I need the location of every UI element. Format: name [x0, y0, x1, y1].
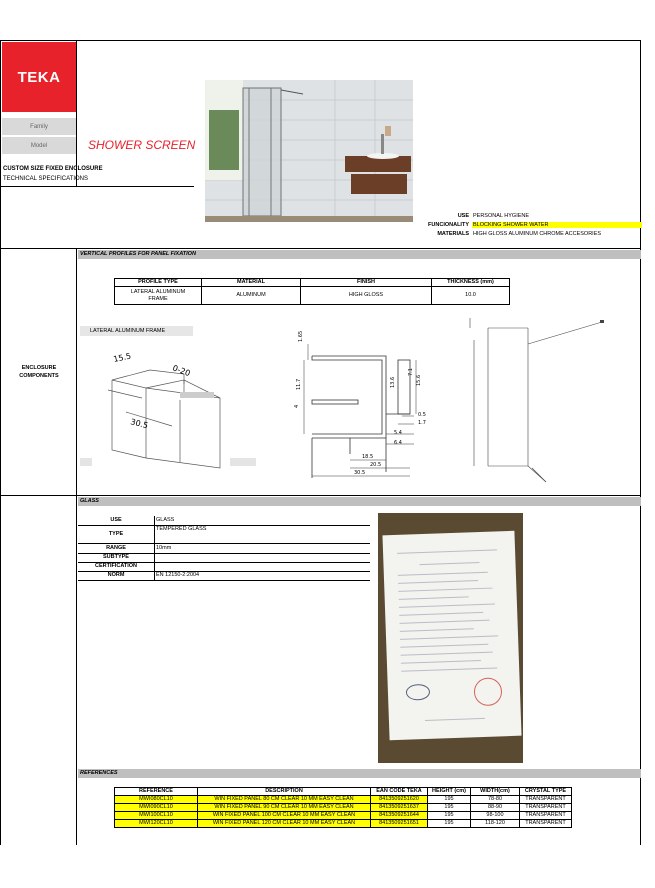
height-cell: 195 — [428, 804, 471, 812]
panel-elevation-drawing — [462, 316, 612, 486]
ref-header-width: WIDTH(cm) — [471, 788, 520, 796]
functionality-value: BLOCKING SHOWER WATER — [472, 222, 642, 228]
glass-divider — [76, 495, 77, 845]
materials-label: MATERIALS — [437, 231, 469, 237]
dim-13-6: 13.6 — [390, 376, 396, 388]
ean-cell: 8413509251644 — [371, 812, 428, 820]
table-row — [115, 820, 572, 828]
ref-cell: MWI120CL10 — [115, 820, 198, 828]
dim-6-4: 6.4 — [394, 440, 402, 446]
desc-cell: WIN FIXED PANEL 80 CM CLEAR 10 MM EASY CLEAN — [198, 796, 371, 804]
header-rule — [0, 186, 194, 187]
glass-subtype-key: SUBTYPE — [103, 554, 129, 560]
width-cell: 118-120 — [471, 820, 520, 828]
glass-range-value: 10mm — [156, 545, 172, 551]
certificate-paper — [382, 531, 521, 740]
ean-cell: 8413509251620 — [371, 796, 428, 804]
glass-certification-key: CERTIFICATION — [94, 563, 138, 569]
red-seal-icon — [474, 677, 503, 706]
glass-bar: GLASS — [78, 497, 641, 506]
profile-type-header: PROFILE TYPE — [115, 279, 202, 287]
glass-range-key: RANGE — [106, 545, 126, 551]
functionality-label: FUNCIONALITY — [428, 222, 469, 228]
glass-row-type — [78, 525, 370, 544]
glass-row-norm — [78, 571, 370, 581]
glass-type-key: TYPE — [108, 531, 124, 537]
crystal-cell: TRANSPARENT — [520, 812, 572, 820]
lateral-frame-label: LATERAL ALUMINUM FRAME — [80, 326, 193, 336]
materials-row — [409, 231, 602, 237]
section-rule-enclosure — [0, 248, 641, 249]
ref-header-description: DESCRIPTION — [198, 788, 371, 796]
height-cell: 195 — [428, 796, 471, 804]
glass-norm-key: NORM — [107, 572, 125, 578]
dim-1-65: 1.65 — [298, 330, 304, 342]
ean-cell: 8413509251651 — [371, 820, 428, 828]
iso-dim-15-5: 15.5 — [112, 351, 132, 364]
profile-table — [114, 278, 510, 305]
profile-type-line2: FRAME — [148, 295, 168, 302]
dim-0-5: 0.5 — [418, 412, 426, 418]
dim-15-6: 15.6 — [416, 374, 422, 386]
height-cell: 195 — [428, 820, 471, 828]
desc-cell: WIN FIXED PANEL 90 CM CLEAR 10 MM EASY CLEAN — [198, 804, 371, 812]
family-label: Family — [2, 118, 76, 135]
crystal-cell: TRANSPARENT — [520, 804, 572, 812]
vertical-profiles-bar: VERTICAL PROFILES FOR PANEL FIXATION — [78, 250, 641, 259]
table-row — [115, 804, 572, 812]
dim-4: 4 — [294, 404, 300, 408]
dim-1-7: 1.7 — [418, 420, 426, 426]
profile-type-cell — [115, 287, 202, 305]
crystal-cell: TRANSPARENT — [520, 796, 572, 804]
profile-type-line1: LATERAL ALUMINUM — [130, 288, 186, 295]
dim-7-1: 7.1 — [408, 368, 414, 376]
glass-table-divider — [154, 516, 155, 580]
functionality-row — [409, 222, 642, 228]
ccc-mark-icon — [406, 684, 431, 701]
material-header: MATERIAL — [202, 279, 301, 287]
finish-header: FINISH — [301, 279, 432, 287]
width-cell: 88-90 — [471, 804, 520, 812]
isometric-frame-drawing — [80, 340, 260, 470]
ref-cell: MWI080CL10 — [115, 796, 198, 804]
spec-line-2: TECHNICAL SPECIFICATIONS — [3, 176, 89, 182]
iso-dim-0-20: 0-20 — [171, 363, 192, 379]
materials-value: HIGH GLOSS ALUMINUM CHROME ACCESORIES — [473, 231, 602, 237]
spec-line-1: CUSTOM SIZE FIXED ENCLOSURE — [3, 166, 103, 172]
enclosure-label-2: COMPONENTS — [19, 373, 59, 379]
references-bar: REFERENCES — [78, 769, 641, 778]
use-label: USE — [457, 213, 469, 219]
material-cell: ALUMINUM — [202, 287, 301, 305]
table-row — [115, 796, 572, 804]
shower-screen-photo — [205, 80, 413, 222]
ref-header-crystal: CRYSTAL TYPE — [520, 788, 572, 796]
glass-norm-value: EN 12150-2:2004 — [156, 572, 200, 578]
use-value: PERSONAL HYGIENE — [473, 213, 530, 219]
thickness-header: THICKNESS (mm) — [432, 279, 510, 287]
dim-20-5: 20.5 — [370, 462, 382, 468]
height-cell: 195 — [428, 812, 471, 820]
width-cell: 98-100 — [471, 812, 520, 820]
enclosure-divider — [76, 248, 77, 495]
desc-cell: WIN FIXED PANEL 100 CM CLEAR 10 MM EASY CLEAN — [198, 812, 371, 820]
glass-use-value: GLASS — [156, 517, 175, 523]
desc-cell: WIN FIXED PANEL 120 CM CLEAR 10 MM EASY CLEAN — [198, 820, 371, 828]
glass-use-key: USE — [110, 517, 122, 523]
finish-cell: HIGH GLOSS — [301, 287, 432, 305]
dim-11-7: 11.7 — [296, 378, 302, 390]
teka-logo: TEKA — [2, 42, 76, 112]
use-row — [409, 213, 530, 219]
ean-cell: 8413509251637 — [371, 804, 428, 812]
ref-cell: MWI090CL10 — [115, 804, 198, 812]
table-row — [115, 812, 572, 820]
profile-cross-section — [290, 330, 450, 480]
section-rule-glass — [0, 495, 641, 496]
crystal-cell: TRANSPARENT — [520, 820, 572, 828]
ccc-certificate-photo — [378, 513, 523, 763]
ref-header-ean: EAN CODE TEKA — [371, 788, 428, 796]
model-value: SHOWER SCREEN — [88, 138, 196, 152]
glass-type-value: TEMPERED GLASS — [156, 526, 207, 532]
ref-cell: MWI100CL10 — [115, 812, 198, 820]
enclosure-label-1: ENCLOSURE — [21, 365, 57, 371]
iso-dim-30-5: 30.5 — [129, 417, 149, 431]
ref-header-height: HEIGHT (cm) — [428, 788, 471, 796]
ref-header-reference: REFERENCE — [115, 788, 198, 796]
dim-30-5: 30.5 — [354, 470, 366, 476]
thickness-cell: 10.0 — [432, 287, 510, 305]
width-cell: 78-80 — [471, 796, 520, 804]
model-label: Model — [2, 137, 76, 154]
dim-18-5: 18.5 — [362, 454, 374, 460]
header-divider — [76, 40, 77, 186]
references-table — [114, 787, 572, 828]
dim-5-4: 5.4 — [394, 430, 402, 436]
